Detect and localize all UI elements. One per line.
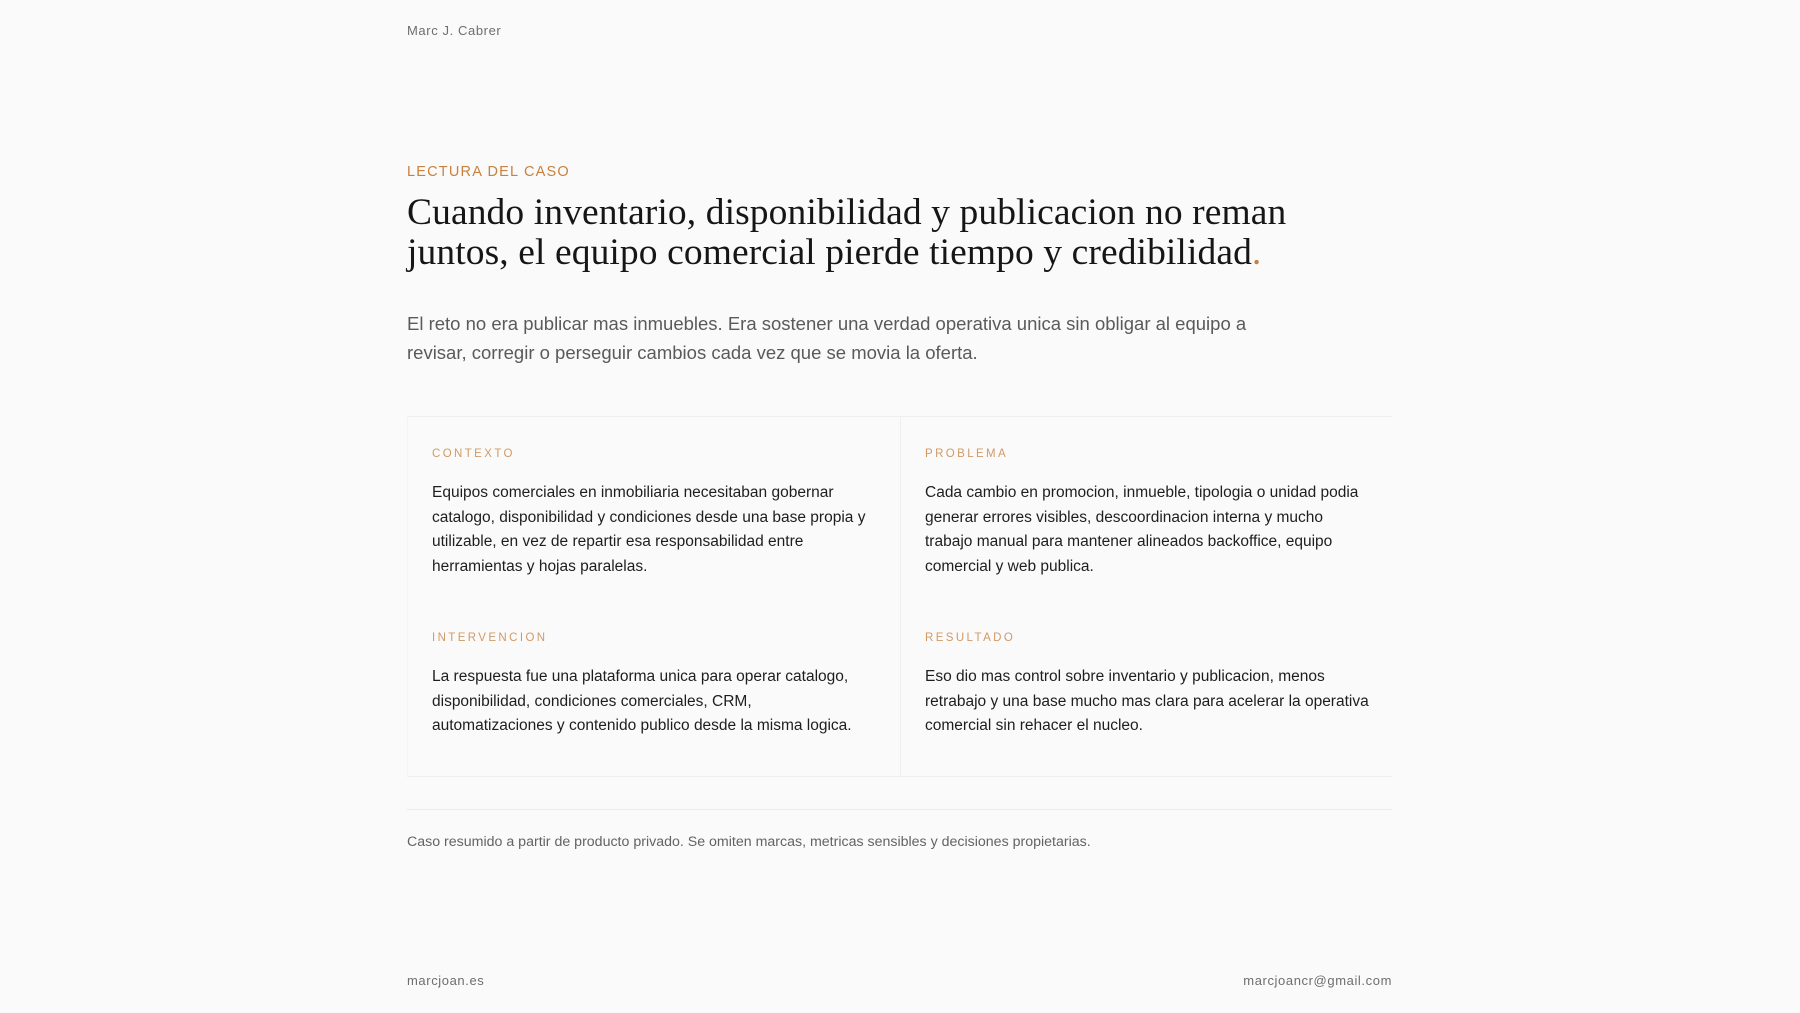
card-body: La respuesta fue una plataforma unica para operar catalogo, disponibilidad, condiciones comerciales, CRM, automatizaciones y contenido publico desde la misma logica. xyxy=(432,668,852,735)
page-title xyxy=(407,193,1307,273)
page-title-text: Cuando inventario, disponibilidad y publicacion no reman juntos, el equipo comercial pierde tiempo y credibilidad xyxy=(407,192,1287,273)
card-body: Equipos comerciales en inmobiliaria necesitaban gobernar catalogo, disponibilidad y condiciones desde una base propia y utilizable, en vez de repartir esa responsabilidad entre herramientas y hojas paralelas. xyxy=(432,484,866,575)
author-name: Marc J. Cabrer xyxy=(407,23,502,38)
card-label: PROBLEMA xyxy=(925,448,1009,460)
card-body: Eso dio mas control sobre inventario y publicacion, menos retrabajo y una base mucho mas clara para acelerar la operativa comercial sin rehacer el nucleo. xyxy=(925,668,1369,735)
card-problema xyxy=(900,417,1393,609)
card-contexto xyxy=(408,417,900,609)
lead-paragraph: El reto no era publicar mas inmuebles. Era sostener una verdad operativa unica sin obligar al equipo a revisar, corregir o perseguir cambios cada vez que se movia la oferta. xyxy=(407,313,1247,363)
card-intervencion xyxy=(408,609,900,777)
card-label: CONTEXTO xyxy=(432,448,515,460)
website-link[interactable]: marcjoan.es xyxy=(407,973,485,988)
case-grid xyxy=(407,416,1392,777)
section-eyebrow: LECTURA DEL CASO xyxy=(407,164,570,180)
section-divider xyxy=(407,809,1392,810)
footer xyxy=(407,973,1392,988)
card-body: Cada cambio en promocion, inmueble, tipologia o unidad podia generar errores visibles, descoordinacion interna y mucho trabajo manual para mantener alineados backoffice, equipo comercial y web publica. xyxy=(925,484,1359,575)
card-label: RESULTADO xyxy=(925,632,1016,644)
card-label: INTERVENCION xyxy=(432,632,548,644)
footnote: Caso resumido a partir de producto privado. Se omiten marcas, metricas sensibles y decisiones propietarias. xyxy=(407,834,1091,850)
email-link[interactable]: marcjoancr@gmail.com xyxy=(1243,973,1392,988)
card-resultado xyxy=(900,609,1393,777)
title-accent-dot: . xyxy=(1251,232,1262,273)
